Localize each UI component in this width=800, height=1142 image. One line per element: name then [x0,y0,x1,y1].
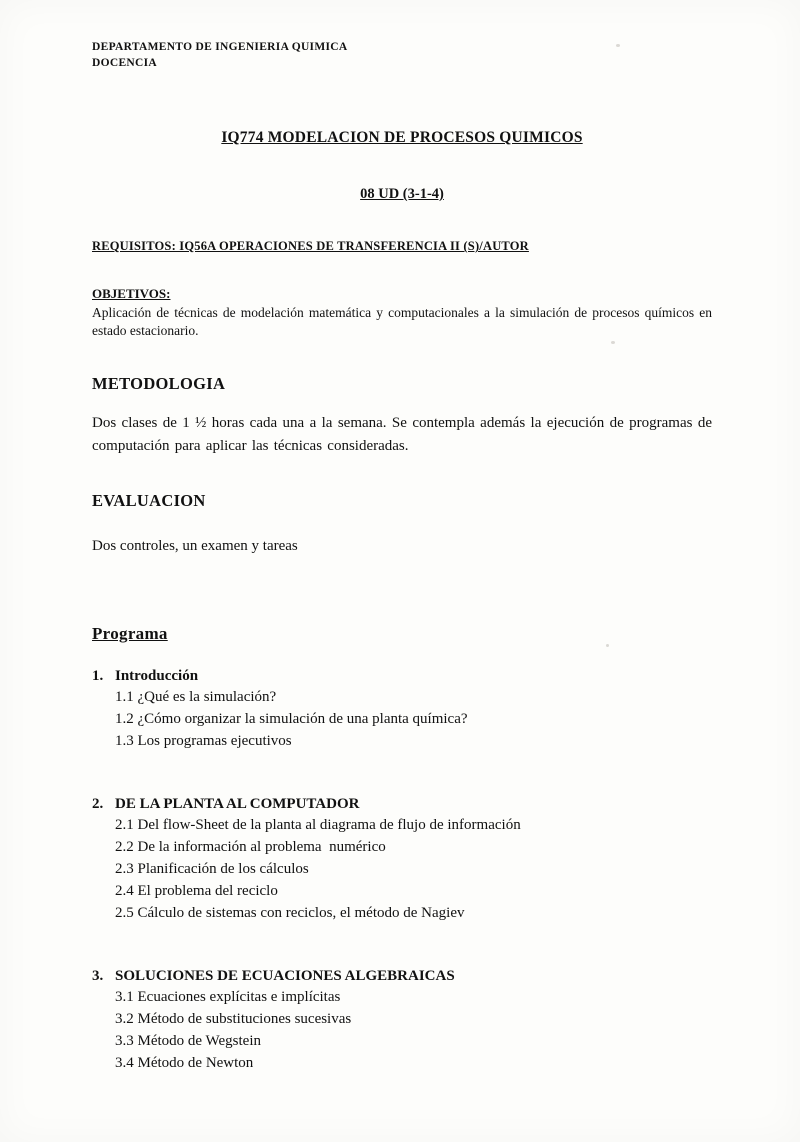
program-section-1 [92,668,712,752]
program-item: 3.2 Método de substituciones sucesivas [115,1011,352,1028]
unit-name: DOCENCIA [92,56,158,69]
scan-artifact [616,44,620,47]
program-item: 1.2 ¿Cómo organizar la simulación de una planta química? [115,711,468,728]
program-item: 3.1 Ecuaciones explícitas e implícitas [115,989,341,1006]
course-units: 08 UD (3-1-4) [360,186,444,203]
program-item: 2.1 Del flow-Sheet de la planta al diagrama de flujo de información [115,817,521,834]
requisitos-line: REQUISITOS: IQ56A OPERACIONES DE TRANSFERENCIA II (S)/AUTOR [92,239,529,254]
department-name: DEPARTAMENTO DE INGENIERIA QUIMICA [92,41,348,53]
program-section-title [92,968,712,985]
program-section-2 [92,796,712,924]
scan-artifact [611,341,615,344]
units-block [92,185,712,203]
section-number: 1. [92,667,104,684]
program-section-title [92,668,712,685]
program-item: 3.4 Método de Newton [115,1055,254,1072]
objetivos-section [92,286,712,340]
section-title-text: Introducción [115,667,199,684]
program-section-title [92,796,712,813]
program-item: 2.4 El problema del reciclo [115,883,278,900]
program-item: 1.1 ¿Qué es la simulación? [115,688,277,705]
program-item: 2.5 Cálculo de sistemas con reciclos, el método de Nagiev [115,905,465,922]
programa-heading: Programa [92,623,168,643]
evaluacion-heading: EVALUACION [92,491,206,511]
course-title: IQ774 MODELACION DE PROCESOS QUIMICOS [221,129,583,147]
metodologia-heading: METODOLOGIA [92,374,226,394]
program-items [92,986,712,1074]
program-item: 3.3 Método de Wegstein [115,1033,261,1050]
program-items [92,814,712,924]
program-section-3 [92,968,712,1074]
program-items [92,686,712,752]
scan-artifact [606,644,609,647]
metodologia-body: Dos clases de 1 ½ horas cada una a la semana. Se contempla además la ejecución de programas de computación para aplicar las técnicas consideradas. [92,415,712,454]
evaluacion-body: Dos controles, un examen y tareas [92,538,298,555]
program-item: 2.2 De la información al problema numérico [115,839,386,856]
objetivos-body: Aplicación de técnicas de modelación matemática y computacionales a la simulación de procesos químicos en estado estacionario. [92,305,712,339]
program-item: 2.3 Planificación de los cálculos [115,861,309,878]
objetivos-heading: OBJETIVOS: [92,286,171,302]
section-number: 2. [92,796,104,813]
section-number: 3. [92,968,104,985]
section-title-text: SOLUCIONES DE ECUACIONES ALGEBRAICAS [115,968,455,985]
section-title-text: DE LA PLANTA AL COMPUTADOR [115,796,360,813]
program-item: 1.3 Los programas ejecutivos [115,733,292,750]
title-block [92,129,712,147]
